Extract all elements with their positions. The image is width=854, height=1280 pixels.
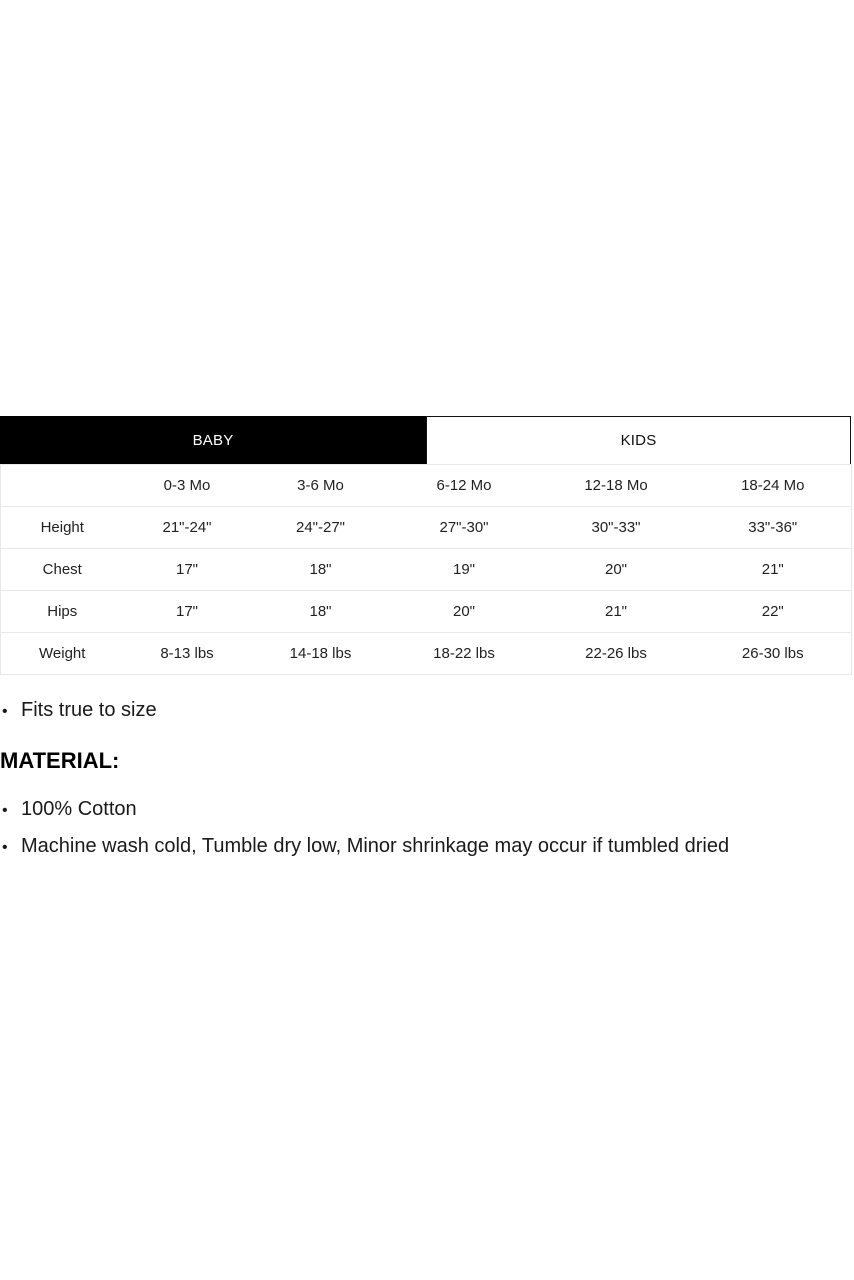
table-cell: 8-13 lbs — [124, 633, 251, 675]
table-cell: 27"-30" — [391, 507, 538, 549]
table-cell: 20" — [391, 591, 538, 633]
table-cell: 21" — [538, 591, 695, 633]
table-cell: 18" — [251, 549, 391, 591]
table-cell: 20" — [538, 549, 695, 591]
table-cell: 17" — [124, 549, 251, 591]
product-notes — [0, 697, 854, 861]
table-cell: 18" — [251, 591, 391, 633]
bullet-icon: • — [2, 839, 8, 856]
table-cell: 22-26 lbs — [538, 633, 695, 675]
table-header-cell: 0-3 Mo — [124, 465, 251, 507]
material-item — [0, 796, 854, 824]
table-cell: 19" — [391, 549, 538, 591]
row-label: Hips — [1, 591, 124, 633]
size-tabs — [0, 416, 851, 465]
row-label: Height — [1, 507, 124, 549]
row-label: Weight — [1, 633, 124, 675]
table-cell: 24"-27" — [251, 507, 391, 549]
size-chart-table — [0, 464, 852, 675]
table-header-cell: 3-6 Mo — [251, 465, 391, 507]
material-item-text: 100% Cotton — [21, 798, 137, 820]
table-cell: 21" — [695, 549, 852, 591]
tab-baby[interactable]: BABY — [0, 416, 426, 465]
care-item — [0, 833, 854, 861]
bullet-icon: • — [2, 802, 8, 819]
table-row — [1, 633, 852, 675]
row-label: Chest — [1, 549, 124, 591]
table-cell: 14-18 lbs — [251, 633, 391, 675]
table-cell: 33"-36" — [695, 507, 852, 549]
fit-note-text: Fits true to size — [21, 699, 157, 721]
bullet-icon: • — [2, 703, 8, 720]
table-header-cell: 12-18 Mo — [538, 465, 695, 507]
table-header-cell: 6-12 Mo — [391, 465, 538, 507]
material-heading: MATERIAL: — [0, 748, 120, 773]
table-row — [1, 507, 852, 549]
table-cell: 21"-24" — [124, 507, 251, 549]
table-row — [1, 549, 852, 591]
table-header-cell: 18-24 Mo — [695, 465, 852, 507]
table-cell: 18-22 lbs — [391, 633, 538, 675]
table-cell: 30"-33" — [538, 507, 695, 549]
table-cell: 26-30 lbs — [695, 633, 852, 675]
table-cell: 22" — [695, 591, 852, 633]
table-header-row — [1, 465, 852, 507]
table-header-cell — [1, 465, 124, 507]
tab-kids[interactable]: KIDS — [426, 416, 851, 465]
fit-note — [0, 697, 854, 725]
table-cell: 17" — [124, 591, 251, 633]
table-row — [1, 591, 852, 633]
care-item-text: Machine wash cold, Tumble dry low, Minor shrinkage may occur if tumbled dried — [21, 835, 730, 857]
